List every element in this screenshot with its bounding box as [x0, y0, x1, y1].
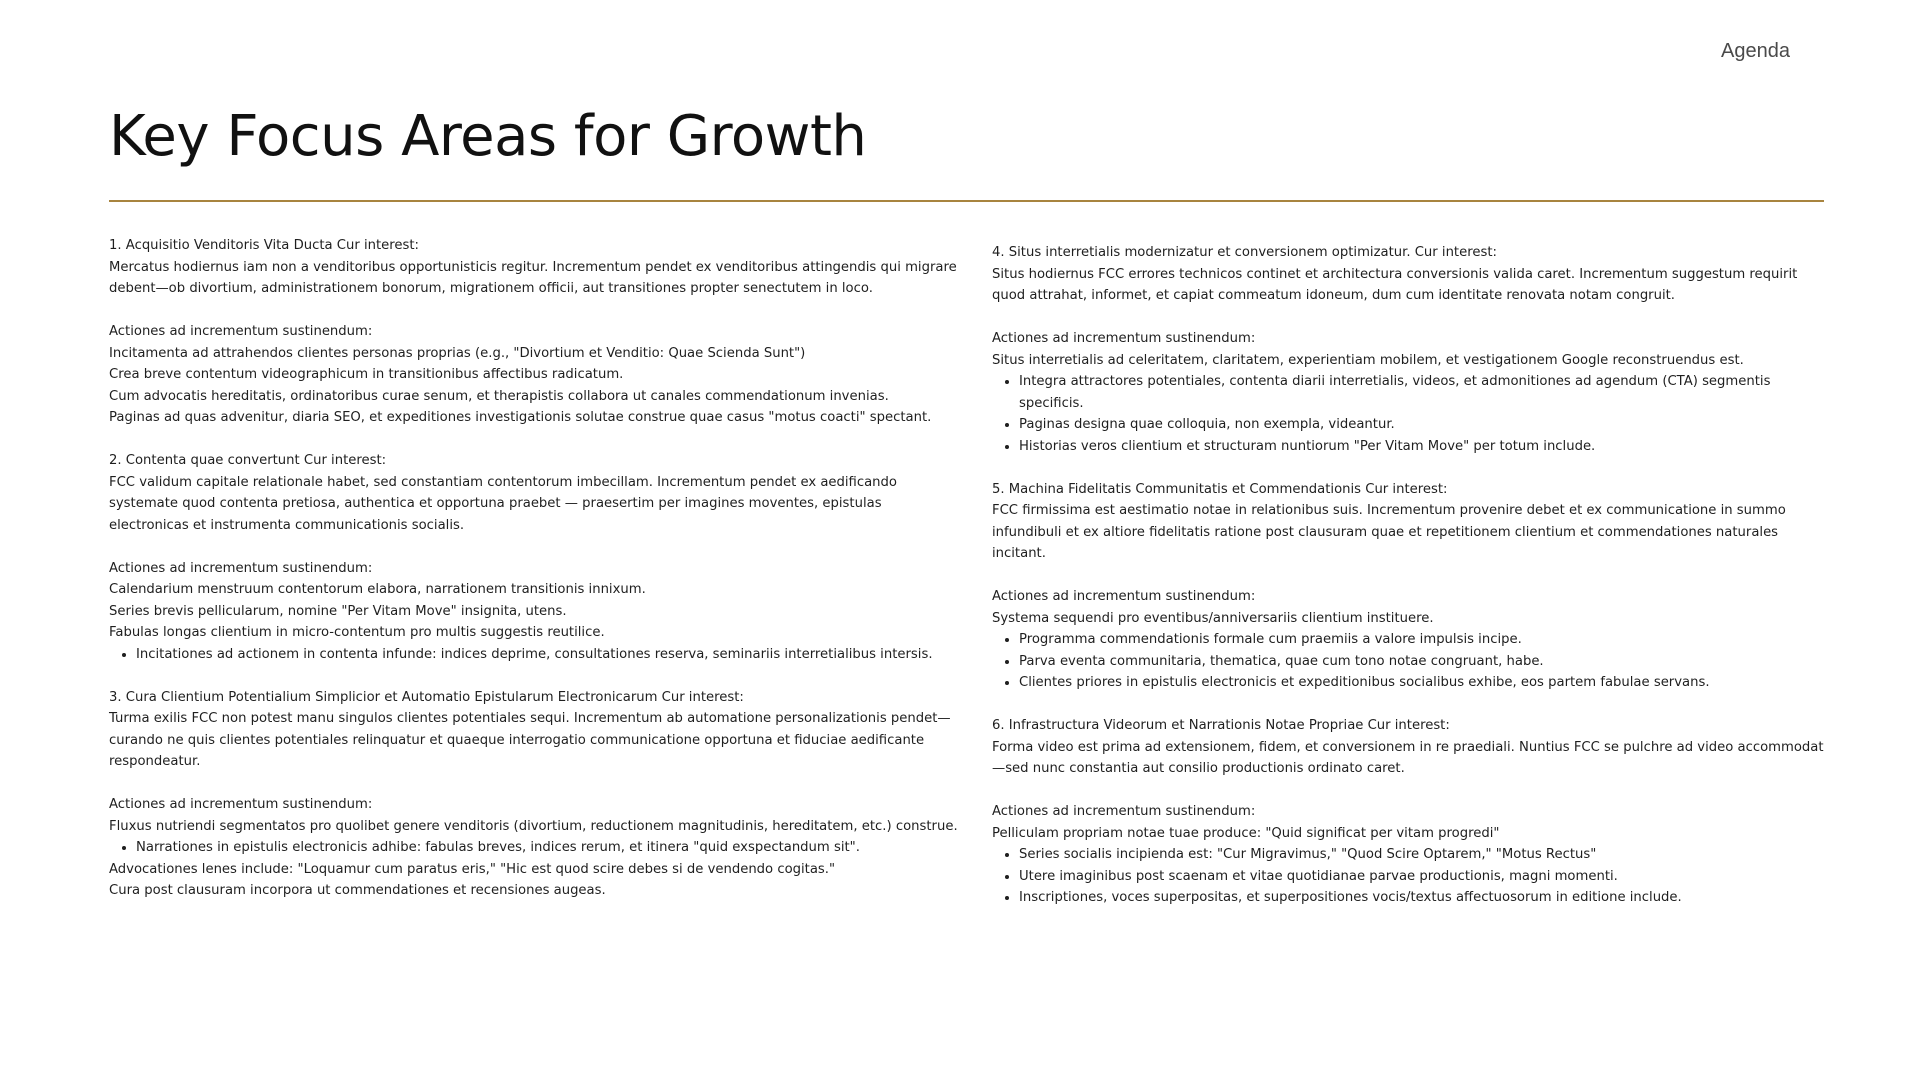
section-website-modernization: [992, 242, 1824, 307]
section-heading: 3. Cura Clientium Potentialium Simplicior et Automatio Epistularum Electronicarum Cur interest:: [109, 689, 744, 705]
section-actions: [109, 321, 961, 429]
left-column: [109, 235, 961, 923]
action-line: Calendarium menstruum contentorum elabora, narrationem transitionis innixum.: [109, 582, 646, 597]
section-lead-nurture-automation: [109, 687, 961, 773]
actions-heading: Actiones ad incrementum sustinendum:: [109, 797, 373, 812]
action-line: Series brevis pellicularum, nomine "Per Vitam Move" insignita, utens.: [109, 603, 567, 619]
list-item: • Series socialis incipienda est: "Cur Migravimus," "Quod Scire Optarem," "Motus Rectus": [1019, 844, 1824, 866]
section-body: FCC firmissima est aestimatio notae in relationibus suis. Incrementum provenire debet et ex communicatione in summo infundibuli et ex altiore fidelitatis ratione post clausuram quae et repetitionem clientium et commendationes naturales incitant.: [992, 503, 1786, 561]
right-column: [992, 242, 1824, 930]
section-heading: 4. Situs interretialis modernizatur et conversionem optimizatur. Cur interest:: [992, 245, 1497, 260]
section-heading: 6. Infrastructura Videorum et Narrationis Notae Propriae Cur interest:: [992, 718, 1450, 733]
section-heading: 5. Machina Fidelitatis Communitatis et Commendationis Cur interest:: [992, 481, 1448, 497]
section-actions: [109, 794, 961, 902]
section-heading: 1. Acquisitio Venditoris Vita Ducta Cur interest:: [109, 238, 419, 253]
actions-heading: Actiones ad incrementum sustinendum:: [992, 804, 1256, 819]
action-line: Paginas ad quas advenitur, diaria SEO, et expeditiones investigationis solutae construe quae casus "motus coacti" spectant.: [109, 410, 932, 425]
section-body: FCC validum capitale relationale habet, sed constantiam contentorum imbecillam. Incrementum pendet ex aedificando systemate quod contenta pretiosa, authentica et opportuna praebet — praesertim per imagines moventes, epistulas electronicas et instrumenta communicationis socialis.: [109, 474, 897, 533]
action-line: Cura post clausuram incorpora ut commendationes et recensiones augeas.: [109, 883, 606, 898]
page-title: Key Focus Areas for Growth: [109, 104, 867, 169]
action-line: Incitamenta ad attrahendos clientes personas proprias (e.g., "Divortium et Venditio: Quae Scienda Sunt"): [109, 345, 806, 361]
action-line: Pelliculam propriam notae tuae produce: "Quid significat per vitam progredi": [992, 825, 1500, 841]
list-item: • Programma commendationis formale cum praemiis a valore impulsis incipe.: [1019, 629, 1824, 651]
action-bullet-list: [109, 644, 961, 666]
action-line: Fluxus nutriendi segmentatos pro quolibet genere venditoris (divortium, reductionem magnitudinis, hereditatem, etc.) construe.: [109, 818, 958, 834]
section-content-that-converts: [109, 450, 961, 536]
action-bullet-list: [109, 837, 961, 859]
title-divider: [109, 200, 1824, 202]
action-bullet-list: [992, 629, 1824, 694]
list-item: • Inscriptiones, voces superpositas, et superpositiones vocis/textus affectuosorum in editione include.: [1019, 887, 1824, 909]
section-vendor-acquisition: [109, 235, 961, 300]
section-body: Forma video est prima ad extensionem, fidem, et conversionem in re praediali. Nuntius FCC se pulchre ad video accommodat—sed nunc constantia aut consilio productionis ordinato caret.: [992, 739, 1824, 776]
section-actions: [109, 558, 961, 666]
action-bullet-list: [992, 371, 1824, 457]
list-item: • Integra attractores potentiales, contenta diarii interretialis, videos, et admonitiones ad agendum (CTA) segmentis specificis.: [1019, 371, 1824, 414]
section-body: Situs hodiernus FCC errores technicos continet et architectura conversionis valida caret. Incrementum suggestum requirit quod attrahat, informet, et capiat commeatum idoneum, dum cum identitate renovata notam congruit.: [992, 266, 1798, 303]
list-item: • Utere imaginibus post scaenam et vitae quotidianae parvae productionis, magni momenti.: [1019, 866, 1824, 888]
list-item: • Parva eventa communitaria, thematica, quae cum tono notae congruant, habe.: [1019, 651, 1824, 673]
action-line: Fabulas longas clientium in micro-contentum pro multis suggestis reutilice.: [109, 625, 605, 640]
action-line: Situs interretialis ad celeritatem, claritatem, experientiam mobilem, et vestigationem Google reconstruendus est.: [992, 352, 1744, 368]
list-item: • Clientes priores in epistulis electronicis et expeditionibus socialibus exhibe, eos partem fabulae servans.: [1019, 672, 1824, 694]
action-line: Advocationes lenes include: "Loquamur cum paratus eris," "Hic est quod scire debes si de vendendo cogitas.": [109, 861, 836, 877]
list-item: • Paginas designa quae colloquia, non exempla, videantur.: [1019, 414, 1824, 436]
actions-heading: Actiones ad incrementum sustinendum:: [992, 589, 1256, 604]
section-loyalty-referral-engine: [992, 479, 1824, 565]
section-actions: [992, 801, 1824, 909]
action-line: Crea breve contentum videographicum in transitionibus affectibus radicatum.: [109, 367, 624, 382]
action-line: Cum advocatis hereditatis, ordinatoribus curae senum, et therapistis collabora ut canales commendationum invenias.: [109, 388, 889, 404]
section-actions: [992, 328, 1824, 457]
action-bullet-list: [992, 844, 1824, 909]
list-item: • Narrationes in epistulis electronicis adhibe: fabulas breves, indices rerum, et itinera "quid exspectandum sit".: [136, 837, 961, 859]
actions-heading: Actiones ad incrementum sustinendum:: [109, 560, 373, 576]
list-item: • Historias veros clientium et structuram nuntiorum "Per Vitam Move" per totum include.: [1019, 436, 1824, 458]
section-body: Mercatus hodiernus iam non a venditoribus opportunisticis regitur. Incrementum pendet ex venditoribus attingendis qui migrare debent—ob divortium, administrationem bonorum, migrationem officii, aut transitiones propter senectutem in loco.: [109, 259, 957, 296]
actions-heading: Actiones ad incrementum sustinendum:: [109, 324, 373, 339]
section-actions: [992, 586, 1824, 694]
list-item: • Incitationes ad actionem in contenta infunde: indices deprime, consultationes reserva, seminariis interretialibus intersis.: [136, 644, 961, 666]
action-line: Systema sequendi pro eventibus/anniversariis clientium instituere.: [992, 610, 1434, 626]
section-heading: 2. Contenta quae convertunt Cur interest:: [109, 453, 387, 468]
section-body: Turma exilis FCC non potest manu singulos clientes potentiales sequi. Incrementum ab automatione personalizationis pendet—curando ne quis clientes potentiales relinquatur et quaeque interrogatio communicatione opportuna et fiduciae aedificante respondeatur.: [109, 711, 951, 769]
agenda-link[interactable]: Agenda: [1721, 40, 1790, 62]
section-video-storytelling: [992, 715, 1824, 780]
actions-heading: Actiones ad incrementum sustinendum:: [992, 331, 1256, 346]
